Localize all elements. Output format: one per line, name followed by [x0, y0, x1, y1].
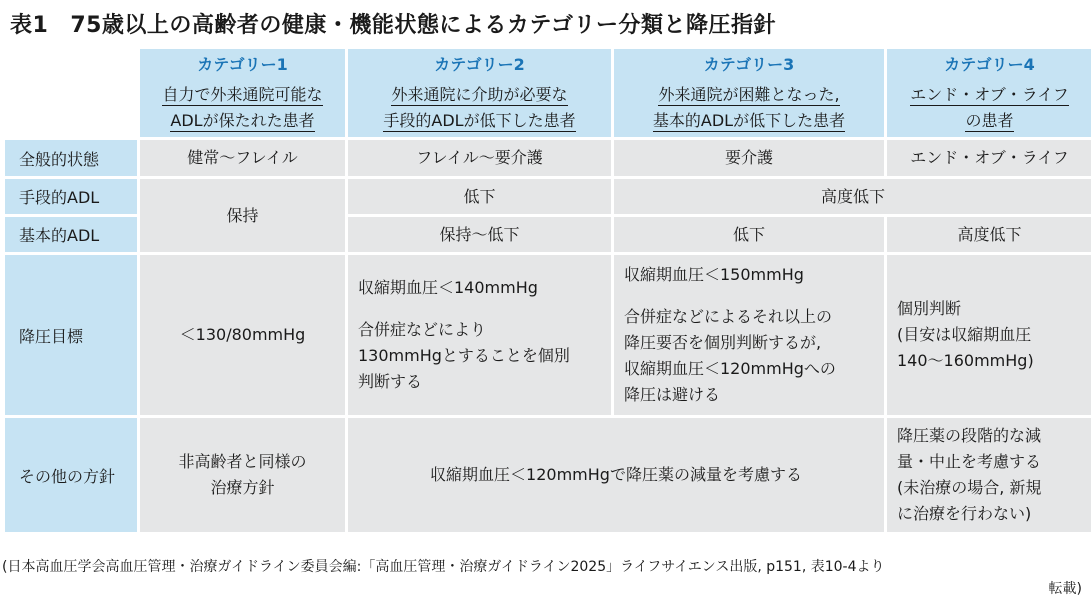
source-citation-text: (日本高血圧学会高血圧管理・治療ガイドライン委員会編:「高血圧管理・治療ガイドライン2025」ライフサイエンス出版, p151, 表10-4より: [2, 559, 885, 575]
other-policy-cat4-line-4: に治療を行わない): [897, 504, 1032, 523]
category-2-desc-line-1: 外来通院に介助が必要な: [391, 85, 568, 104]
other-policy-cat1-line-2: 治療方針: [210, 478, 275, 497]
bp-target-cat3-para-3: 収縮期血圧＜120mmHgへの: [624, 359, 836, 378]
iadl-badl-cat1: 保持: [140, 179, 345, 252]
category-2-desc-line-2: 手段的ADLが低下した患者: [383, 111, 576, 130]
bp-target-cat3-para-2: 降圧要否を個別判断するが,: [624, 333, 822, 352]
bp-target-cat2-para-2: 130mmHgとすることを個別: [358, 346, 570, 365]
iadl-header: 手段的ADL: [5, 179, 137, 214]
general-status-row: [5, 140, 1091, 176]
corner-cell: [5, 49, 137, 137]
category-3-desc: [653, 82, 845, 134]
category-3-desc-line-2: 基本的ADLが低下した患者: [652, 111, 846, 130]
bp-target-cat4-line-1: 個別判断: [897, 299, 962, 318]
other-policy-cat4-line-2: 量・中止を考慮する: [897, 452, 1042, 471]
category-1-desc-line-2: ADLが保たれた患者: [170, 111, 315, 130]
other-policy-cat1-line-1: 非高齢者と同様の: [178, 452, 307, 471]
category-4-desc: [910, 82, 1069, 134]
general-status-cat4: エンド・オブ・ライフ: [887, 140, 1091, 176]
source-citation-tail: 転載): [1048, 581, 1082, 597]
bp-target-cat1: ＜130/80mmHg: [140, 255, 345, 415]
bp-target-cat3: [614, 255, 884, 415]
table-title: [10, 8, 776, 39]
bp-target-cat2: [348, 255, 611, 415]
bp-target-cat4-line-3: 140〜160mmHg): [897, 351, 1034, 370]
category-1-header: [140, 49, 345, 137]
other-policy-row: [5, 418, 1091, 532]
iadl-cat3-4: 高度低下: [614, 179, 1091, 214]
general-status-cat2: フレイル〜要介護: [348, 140, 611, 176]
other-policy-cat2-3: 収縮期血圧＜120mmHgで降圧薬の減量を考慮する: [348, 418, 884, 532]
category-3-header: [614, 49, 884, 137]
iadl-cat2: 低下: [348, 179, 611, 214]
bp-target-cat3-line-1: 収縮期血圧＜150mmHg: [624, 265, 804, 284]
table-title-text: 75歳以上の高齢者の健康・機能状態によるカテゴリー分類と降圧指針: [70, 13, 777, 38]
bp-target-cat2-para-3: 判断する: [358, 372, 423, 391]
category-2-name: カテゴリー2: [434, 55, 525, 74]
badl-cat2: 保持〜低下: [348, 217, 611, 252]
other-policy-cat1: [140, 418, 345, 532]
category-1-desc: [162, 82, 322, 134]
bp-target-cat2-para-1: 合併症などにより: [358, 320, 487, 339]
general-status-cat1: 健常〜フレイル: [140, 140, 345, 176]
category-3-name: カテゴリー3: [703, 55, 795, 74]
bp-target-header: 降圧目標: [5, 255, 137, 415]
iadl-row: [5, 179, 1091, 214]
bp-target-cat4-line-2: (目安は収縮期血圧: [897, 325, 1032, 344]
other-policy-cat4: [887, 418, 1091, 532]
bp-target-row: [5, 255, 1091, 415]
general-status-header: 全般的状態: [5, 140, 137, 176]
bp-target-cat2-line-1: 収縮期血圧＜140mmHg: [358, 278, 538, 297]
category-2-header: [348, 49, 611, 137]
bp-target-cat3-para-4: 降圧は避ける: [624, 385, 721, 404]
other-policy-cat4-line-1: 降圧薬の段階的な減: [897, 426, 1042, 445]
category-4-header: [887, 49, 1091, 137]
badl-header: 基本的ADL: [5, 217, 137, 252]
category-2-desc: [383, 82, 575, 134]
badl-cat4: 高度低下: [887, 217, 1091, 252]
category-4-desc-line-2: の患者: [965, 111, 1014, 130]
category-1-desc-line-1: 自力で外来通院可能な: [162, 85, 323, 104]
other-policy-cat4-line-3: (未治療の場合, 新規: [897, 478, 1042, 497]
category-table: [2, 46, 1091, 535]
category-1-name: カテゴリー1: [197, 55, 288, 74]
bp-target-cat3-para-1: 合併症などによるそれ以上の: [624, 307, 833, 326]
other-policy-header: その他の方針: [5, 418, 137, 532]
table-label: 表1: [10, 13, 49, 38]
source-citation: [2, 556, 1082, 600]
general-status-cat3: 要介護: [614, 140, 884, 176]
badl-cat3: 低下: [614, 217, 884, 252]
category-3-desc-line-1: 外来通院が困難となった,: [658, 85, 840, 104]
bp-target-cat4: [887, 255, 1091, 415]
category-header-row: [5, 49, 1091, 137]
category-4-desc-line-1: エンド・オブ・ライフ: [910, 85, 1069, 104]
category-4-name: カテゴリー4: [944, 55, 1035, 74]
